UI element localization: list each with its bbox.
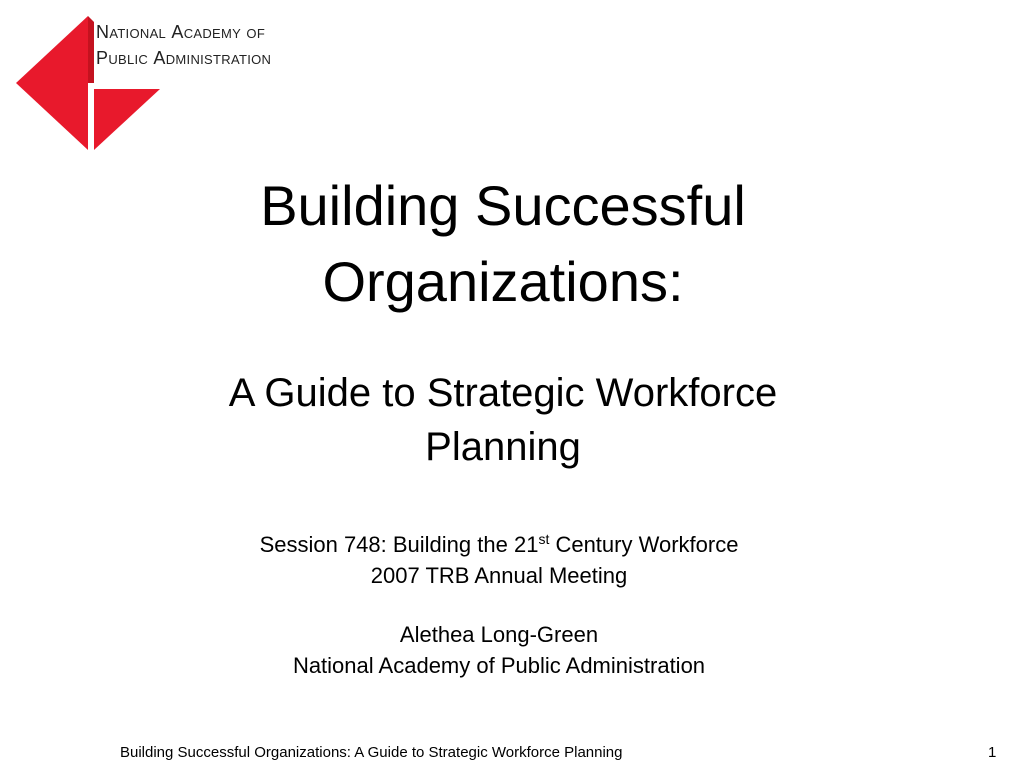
slide-title	[0, 168, 1006, 320]
logo-line-1: National Academy of	[96, 22, 266, 42]
author-name: Alethea Long-Green	[399, 622, 599, 647]
session-line: Session 748: Building the 21st Century Workforce	[259, 531, 739, 557]
logo-line-2: Public Administration	[96, 48, 272, 68]
title-line-2: Organizations:	[322, 250, 684, 313]
subtitle-line-1: A Guide to Strategic Workforce	[228, 371, 778, 415]
logo-text	[96, 19, 271, 71]
title-line-1: Building Successful	[260, 174, 746, 237]
meeting-line: 2007 TRB Annual Meeting	[370, 563, 628, 588]
session-info	[0, 529, 998, 591]
author-org: National Academy of Public Administration	[292, 653, 706, 678]
page-number: 1	[988, 744, 997, 761]
author-info	[0, 619, 998, 681]
slide-subtitle	[0, 366, 1006, 474]
slide-footer: Building Successful Organizations: A Guide to Strategic Workforce Planning	[120, 744, 623, 761]
subtitle-line-2: Planning	[425, 425, 581, 469]
